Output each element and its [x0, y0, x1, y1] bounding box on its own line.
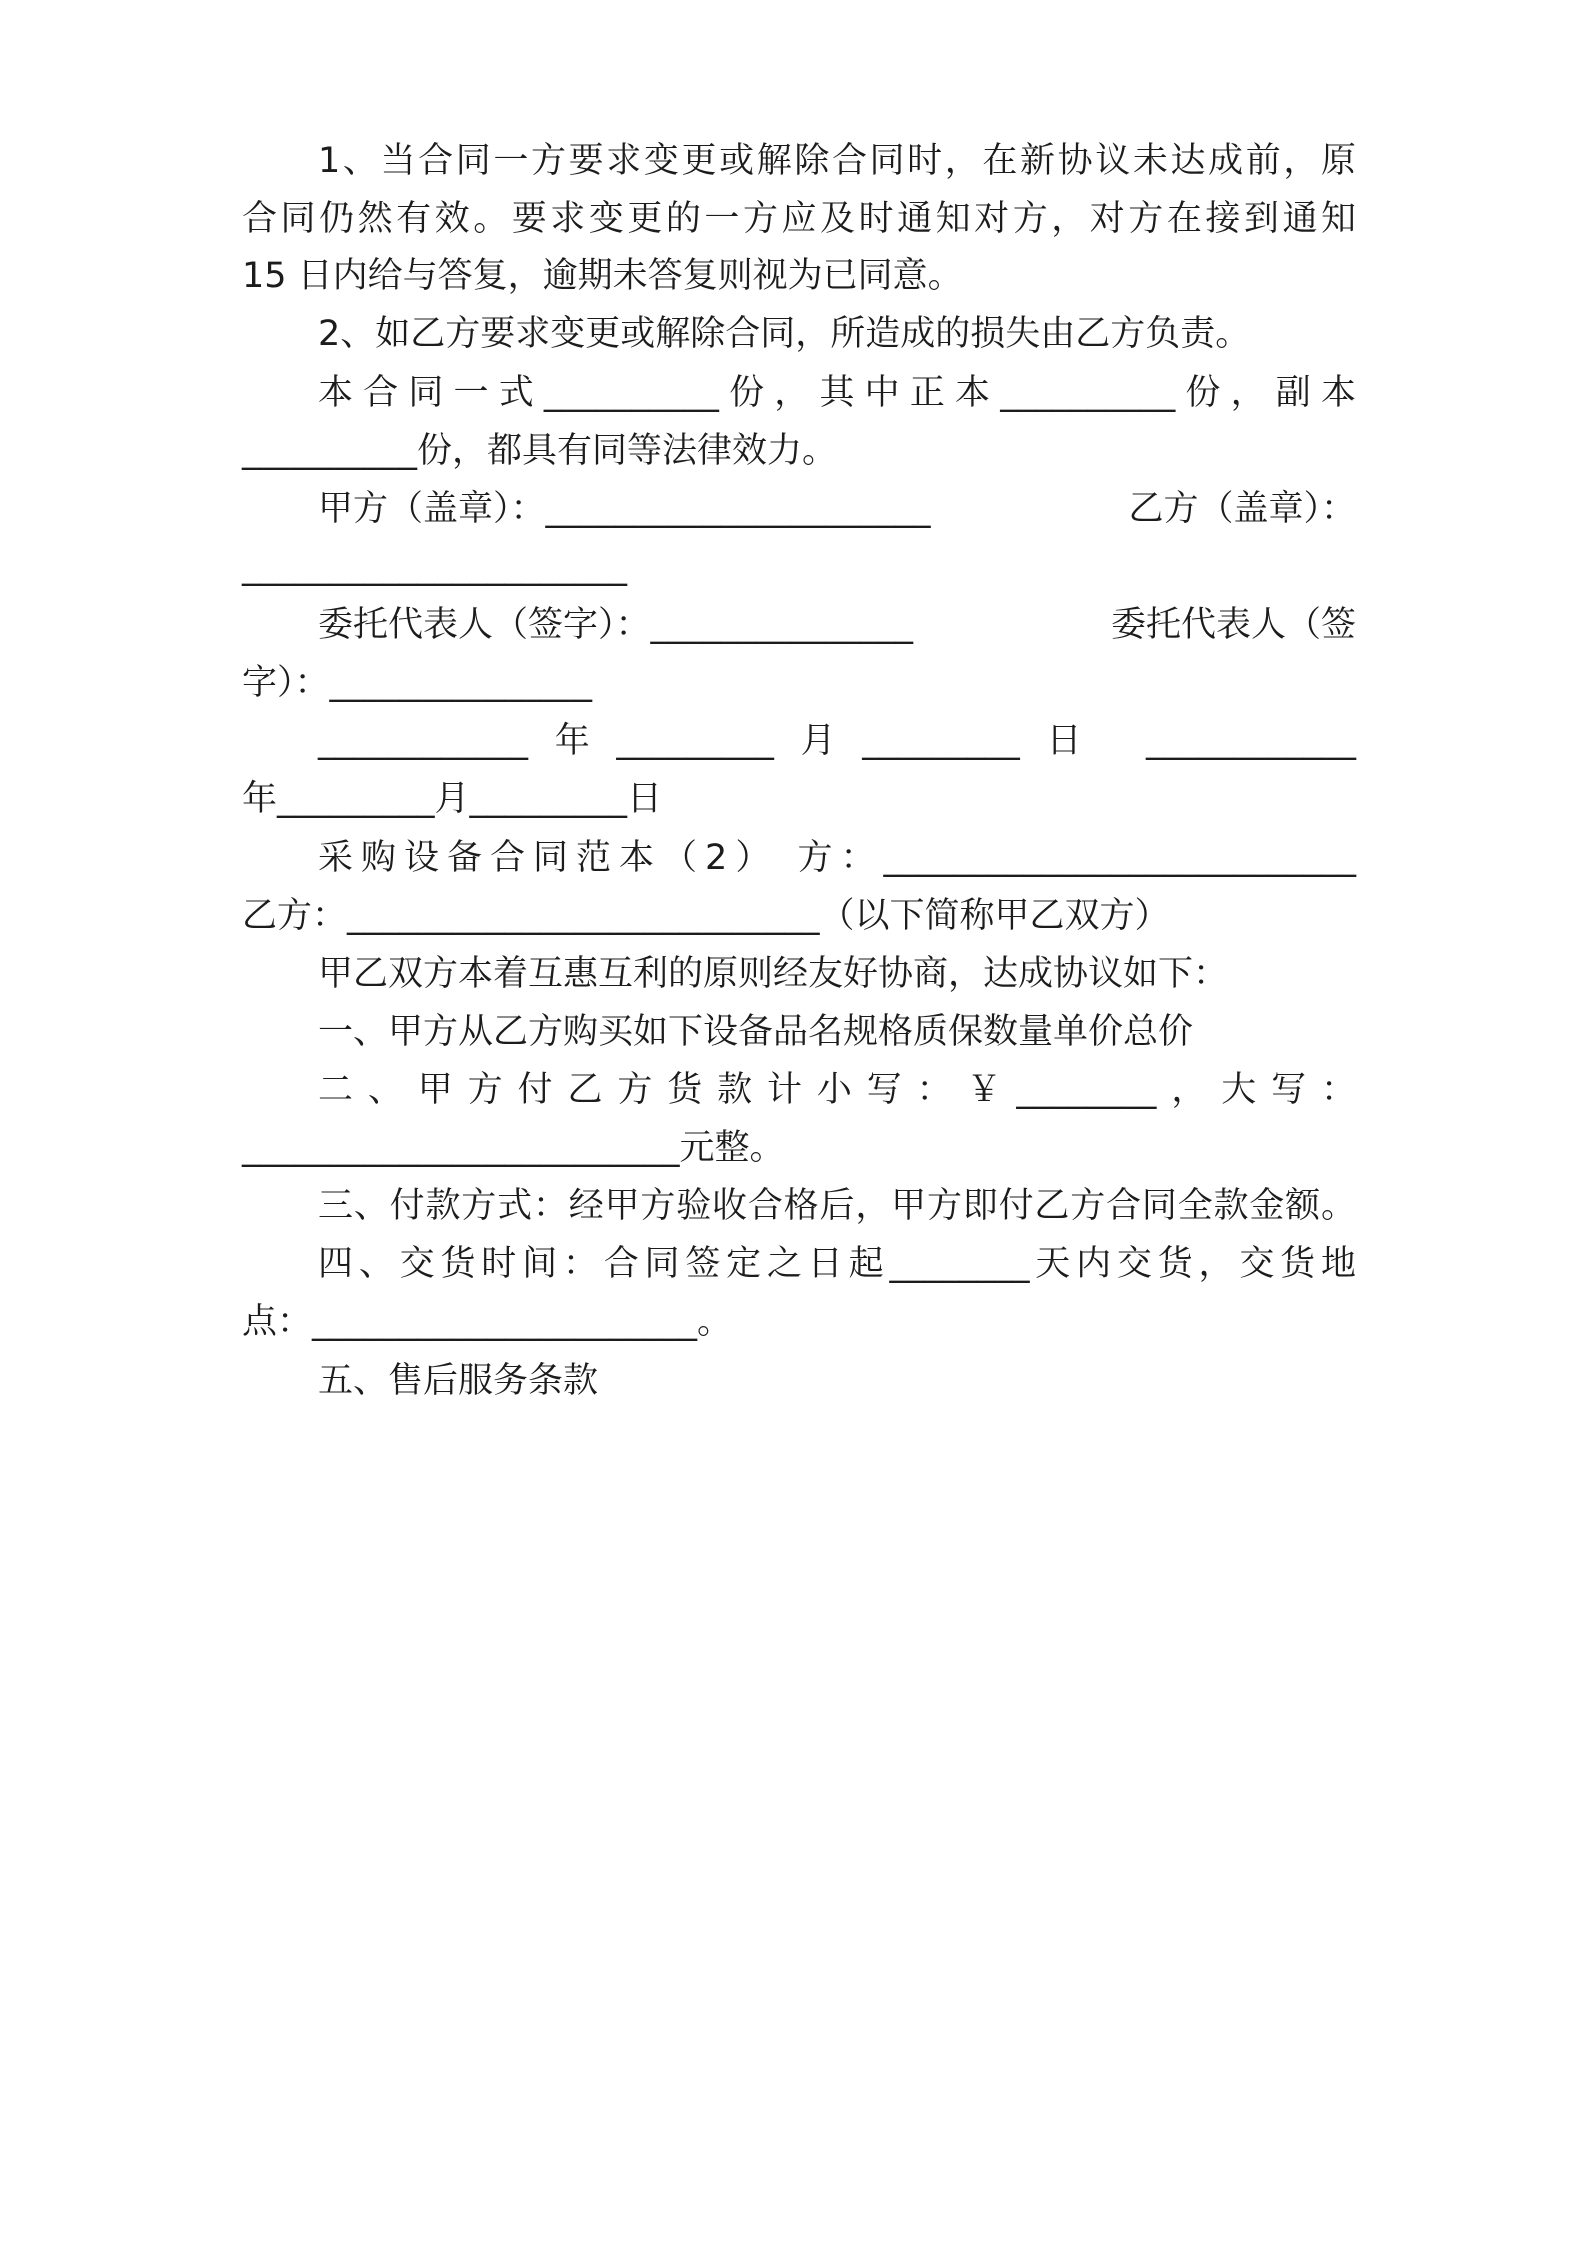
copies-line-2: __________份，都具有同等法律效力。 [242, 431, 838, 471]
clause-4-line-2: 点：______________________。 [242, 1302, 733, 1342]
clause-2-line-2: _________________________元整。 [242, 1128, 785, 1168]
para-1-line-3: 15 日内给与答复，逾期未答复则视为已同意。 [242, 256, 963, 296]
para-1-line-2: 合同仍然有效。要求变更的一方应及时通知对方，对方在接到通知 [242, 199, 1356, 239]
agreement-intro: 甲乙双方本着互惠互利的原则经友好协商，达成协议如下： [318, 954, 1229, 994]
party-a-seal: 甲方（盖章）：______________________ [318, 489, 931, 529]
clause-2-line-1: 二、甲方付乙方货款计小写：￥________，大写： [318, 1070, 1356, 1110]
clause-3: 三、付款方式：经甲方验收合格后，甲方即付乙方合同全款金额。 [318, 1186, 1356, 1226]
rep-row [318, 601, 1356, 649]
party-b-line: 乙方：___________________________（以下简称甲乙双方） [242, 896, 1170, 936]
seal-row [318, 485, 1356, 533]
date-row-1: ____________年_________月_________日 ____________ [318, 721, 1356, 761]
clause-4-line-1: 四、交货时间：合同签定之日起________天内交货，交货地 [318, 1244, 1356, 1284]
party-b-rep-blank: 字）：_______________ [242, 663, 593, 703]
clause-5: 五、售后服务条款 [318, 1361, 599, 1401]
party-b-seal-blank: ______________________ [242, 547, 627, 587]
party-a-rep: 委托代表人（签字）：_______________ [318, 605, 914, 645]
copies-line-1: 本合同一式__________份，其中正本__________份，副本 [318, 373, 1356, 413]
clause-1: 一、甲方从乙方购买如下设备品名规格质保数量单价总价 [318, 1012, 1194, 1052]
date-row-2: 年_________月_________日 [242, 779, 663, 819]
para-2: 2、如乙方要求变更或解除合同，所造成的损失由乙方负责。 [318, 314, 1251, 354]
para-1-line-1: 1、当合同一方要求变更或解除合同时，在新协议未达成前，原 [318, 141, 1356, 181]
contract-title-line: 采购设备合同范本（2） 方：___________________________ [318, 838, 1356, 878]
party-b-seal: 乙方（盖章）： [1128, 489, 1356, 529]
party-b-rep: 委托代表人（签 [1110, 605, 1356, 645]
